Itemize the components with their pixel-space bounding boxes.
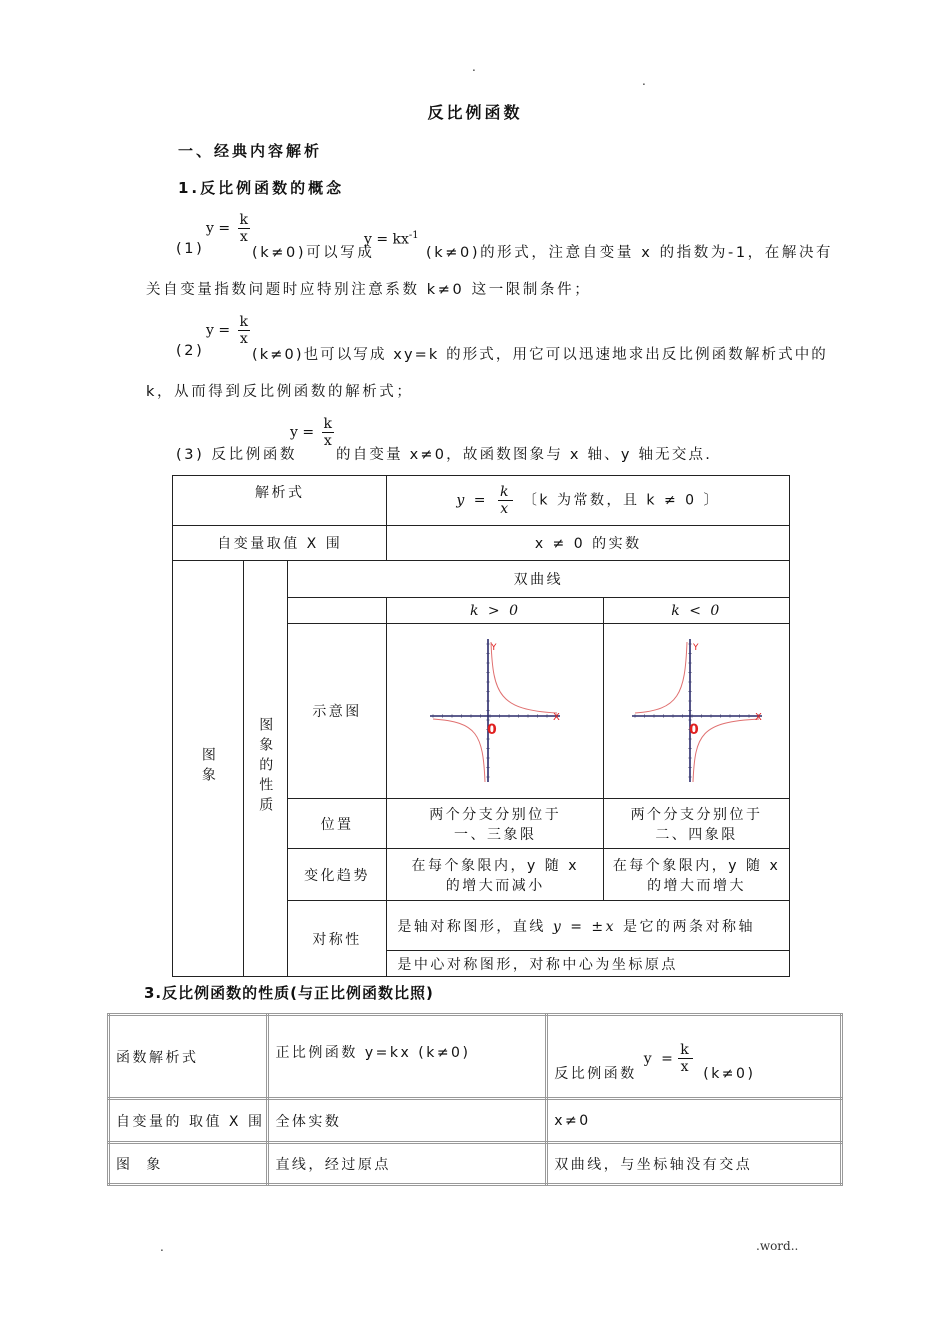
section-heading-1: 一、经典内容解析 <box>178 142 323 160</box>
section-heading-3: 3.反比例函数的性质(与正比例函数比照) <box>144 984 434 1002</box>
t2-r2-c3: x≠0 <box>547 1099 842 1143</box>
footer-dot-left: . <box>160 1240 164 1254</box>
footer-word: .word.. <box>756 1239 799 1253</box>
trend-label: 变化趋势 <box>287 849 387 901</box>
header-dot-left: . <box>472 60 476 74</box>
section-heading-1-1: 1.反比例函数的概念 <box>178 179 345 197</box>
nature-label: 图象的性质 <box>243 561 287 977</box>
fraction-y-k-x-1: y = $\frac{k}{x}$ <box>206 212 249 245</box>
t2-r3-c1: 图 象 <box>109 1143 268 1185</box>
t2-r2-c1: 自变量的 取值 X 围 <box>109 1099 268 1143</box>
hyperbola-header: 双曲线 <box>287 561 789 598</box>
branch-quadrant-4 <box>693 719 759 782</box>
k-negative-header: k < 0 <box>604 598 790 624</box>
header-dot-right: . <box>642 74 646 88</box>
t2-r2-c2: 全体实数 <box>268 1099 547 1143</box>
y-axis-label: Y <box>692 643 701 653</box>
comparison-table <box>107 1013 843 1186</box>
hyperbola-k-negative-graph <box>627 634 767 784</box>
para3-line1: 的自变量 x≠0，故函数图象与 x 轴、y 轴无交点. <box>336 447 713 463</box>
x-axis-label: X <box>754 712 764 723</box>
t2-r1-c1: 函数解析式 <box>109 1015 268 1099</box>
symmetry-center: 是中心对称图形，对称中心为坐标原点 <box>387 951 790 977</box>
t2-r3-c3: 双曲线，与坐标轴没有交点 <box>547 1143 842 1185</box>
empty-cell <box>287 598 387 624</box>
sketch-k-negative <box>604 624 790 799</box>
row-label-formula: 解析式 <box>173 476 387 526</box>
para1-cond: (k≠0)可以写成 <box>252 245 375 261</box>
x-axis-label: X <box>553 712 563 723</box>
para2-line1: (k≠0)也可以写成 xy=k 的形式，用它可以迅速地求出反比例函数解析式中的 <box>252 347 828 363</box>
position-k-positive: 两个分支分别位于 一、三象限 <box>387 799 604 849</box>
origin-label: 0 <box>688 722 701 738</box>
page-title: 反比例函数 <box>427 103 523 122</box>
origin-label: 0 <box>487 722 500 738</box>
para3-prefix: (3) 反比例函数 <box>176 447 298 463</box>
row-value-domain: x ≠ 0 的实数 <box>387 526 790 561</box>
hyperbola-k-positive-graph <box>425 634 565 784</box>
branch-quadrant-3 <box>433 719 485 782</box>
position-label: 位置 <box>287 799 387 849</box>
properties-table <box>172 475 790 977</box>
trend-k-negative: 在每个象限内，y 随 x 的增大而增大 <box>604 849 790 901</box>
para1-prefix: (1) <box>176 241 205 257</box>
graph-label: 图象 <box>173 561 244 977</box>
para1-line1: (k≠0)的形式，注意自变量 x 的指数为-1，在解决有 <box>426 245 834 261</box>
sketch-k-positive <box>387 624 604 799</box>
sketch-label: 示意图 <box>287 624 387 799</box>
row-value-formula: y = $\frac{k}{x}$ 〔k 为常数，且 k ≠ 0 〕 <box>387 476 790 526</box>
branch-quadrant-1 <box>491 642 557 713</box>
fraction-y-k-x-2: y = $\frac{k}{x}$ <box>206 314 249 347</box>
para2-line2: k，从而得到反比例函数的解析式； <box>146 384 414 400</box>
trend-k-positive: 在每个象限内，y 随 x 的增大而减小 <box>387 849 604 901</box>
position-k-negative: 两个分支分别位于 二、四象限 <box>604 799 790 849</box>
para2-prefix: (2) <box>176 343 205 359</box>
k-positive-header: k > 0 <box>387 598 604 624</box>
branch-quadrant-2 <box>635 642 687 713</box>
symmetry-label: 对称性 <box>287 901 387 977</box>
formula-kx-inverse: $y = kx^{-1}$ <box>364 230 419 248</box>
t2-r1-c3: 反比例函数 y = $\frac{k}{x}$ (k≠0) <box>547 1015 842 1099</box>
t2-r1-c2: 正比例函数 y=kx (k≠0) <box>268 1015 547 1099</box>
row-label-domain: 自变量取值 X 围 <box>173 526 387 561</box>
y-axis-label: Y <box>491 643 500 653</box>
t2-r3-c2: 直线，经过原点 <box>268 1143 547 1185</box>
symmetry-axis: 是轴对称图形，直线 y = ±x 是它的两条对称轴 <box>387 901 790 951</box>
fraction-y-k-x-3: y = $\frac{k}{x}$ <box>290 416 333 449</box>
para1-line2: 关自变量指数问题时应特别注意系数 k≠0 这一限制条件； <box>146 282 592 298</box>
